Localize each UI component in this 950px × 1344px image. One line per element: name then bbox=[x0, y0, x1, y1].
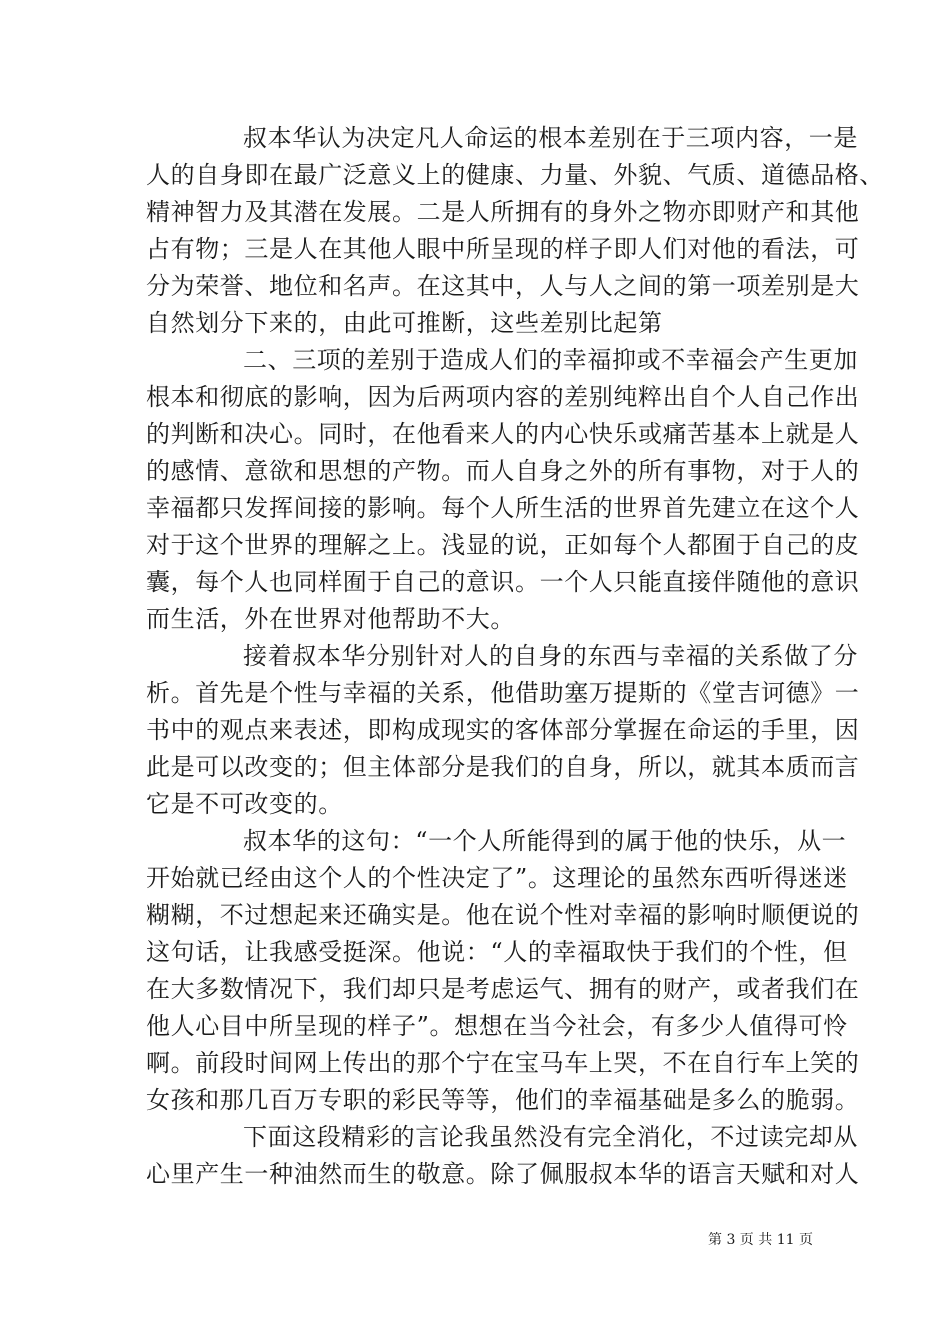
paragraph-line: 下面这段精彩的言论我虽然没有完全消化，不过读完却从 bbox=[243, 1123, 858, 1151]
paragraph-line: 他人心目中所呈现的样子”。想想在当今社会，有多少人值得可怜 bbox=[146, 1012, 848, 1040]
paragraph-line: 啊。前段时间网上传出的那个宁在宝马车上哭，不在自行车上笑的 bbox=[146, 1049, 860, 1077]
paragraph-line: 根本和彻底的影响，因为后两项内容的差别纯粹出自个人自己作出 bbox=[146, 383, 860, 411]
paragraph-line: 囊，每个人也同样囿于自己的意识。一个人只能直接伴随他的意识 bbox=[146, 568, 860, 596]
paragraph-line: 此是可以改变的；但主体部分是我们的自身，所以，就其本质而言 bbox=[146, 753, 860, 781]
paragraph-line: 叔本华的这句：“一个人所能得到的属于他的快乐，从一 bbox=[243, 827, 847, 855]
paragraph-line: 心里产生一种油然而生的敬意。除了佩服叔本华的语言天赋和对人 bbox=[146, 1160, 860, 1188]
paragraph-line: 在大多数情况下，我们却只是考虑运气、拥有的财产，或者我们在 bbox=[146, 975, 860, 1003]
paragraph-line: 精神智力及其潜在发展。二是人所拥有的身外之物亦即财产和其他 bbox=[146, 198, 860, 226]
paragraph-line: 自然划分下来的，由此可推断，这些差别比起第 bbox=[146, 309, 663, 337]
page-number-footer: 第 3 页 共 11 页 bbox=[708, 1232, 813, 1248]
paragraph-line: 的判断和决心。同时，在他看来人的内心快乐或痛苦基本上就是人 bbox=[146, 420, 860, 448]
paragraph-line: 幸福都只发挥间接的影响。每个人所生活的世界首先建立在这个人 bbox=[146, 494, 860, 522]
paragraph-line: 女孩和那几百万专职的彩民等等，他们的幸福基础是多么的脆弱。 bbox=[146, 1086, 860, 1114]
paragraph-line: 它是不可改变的。 bbox=[146, 790, 343, 818]
paragraph-line: 人的自身即在最广泛意义上的健康、力量、外貌、气质、道德品格、 bbox=[146, 161, 884, 189]
paragraph-line: 糊糊，不过想起来还确实是。他在说个性对幸福的影响时顺便说的 bbox=[146, 901, 860, 929]
paragraph-line: 而生活，外在世界对他帮助不大。 bbox=[146, 605, 515, 633]
paragraph-line: 对于这个世界的理解之上。浅显的说，正如每个人都囿于自己的皮 bbox=[146, 531, 860, 559]
paragraph-line: 分为荣誉、地位和名声。在这其中，人与人之间的第一项差别是大 bbox=[146, 272, 860, 300]
paragraph-line: 的感情、意欲和思想的产物。而人自身之外的所有事物，对于人的 bbox=[146, 457, 860, 485]
paragraph-line: 叔本华认为决定凡人命运的根本差别在于三项内容，一是 bbox=[243, 124, 858, 152]
paragraph-line: 这句话，让我感受挺深。他说：“人的幸福取快于我们的个性，但 bbox=[146, 938, 848, 966]
paragraph-line: 二、三项的差别于造成人们的幸福抑或不幸福会产生更加 bbox=[243, 346, 858, 374]
paragraph-line: 书中的观点来表述，即构成现实的客体部分掌握在命运的手里，因 bbox=[146, 716, 860, 744]
paragraph-line: 接着叔本华分别针对人的自身的东西与幸福的关系做了分 bbox=[243, 642, 858, 670]
paragraph-line: 开始就已经由这个人的个性决定了”。这理论的虽然东西听得迷迷 bbox=[146, 864, 848, 892]
paragraph-line: 占有物；三是人在其他人眼中所呈现的样子即人们对他的看法，可 bbox=[146, 235, 860, 263]
paragraph-line: 析。首先是个性与幸福的关系，他借助塞万提斯的《堂吉诃德》一 bbox=[146, 679, 860, 707]
